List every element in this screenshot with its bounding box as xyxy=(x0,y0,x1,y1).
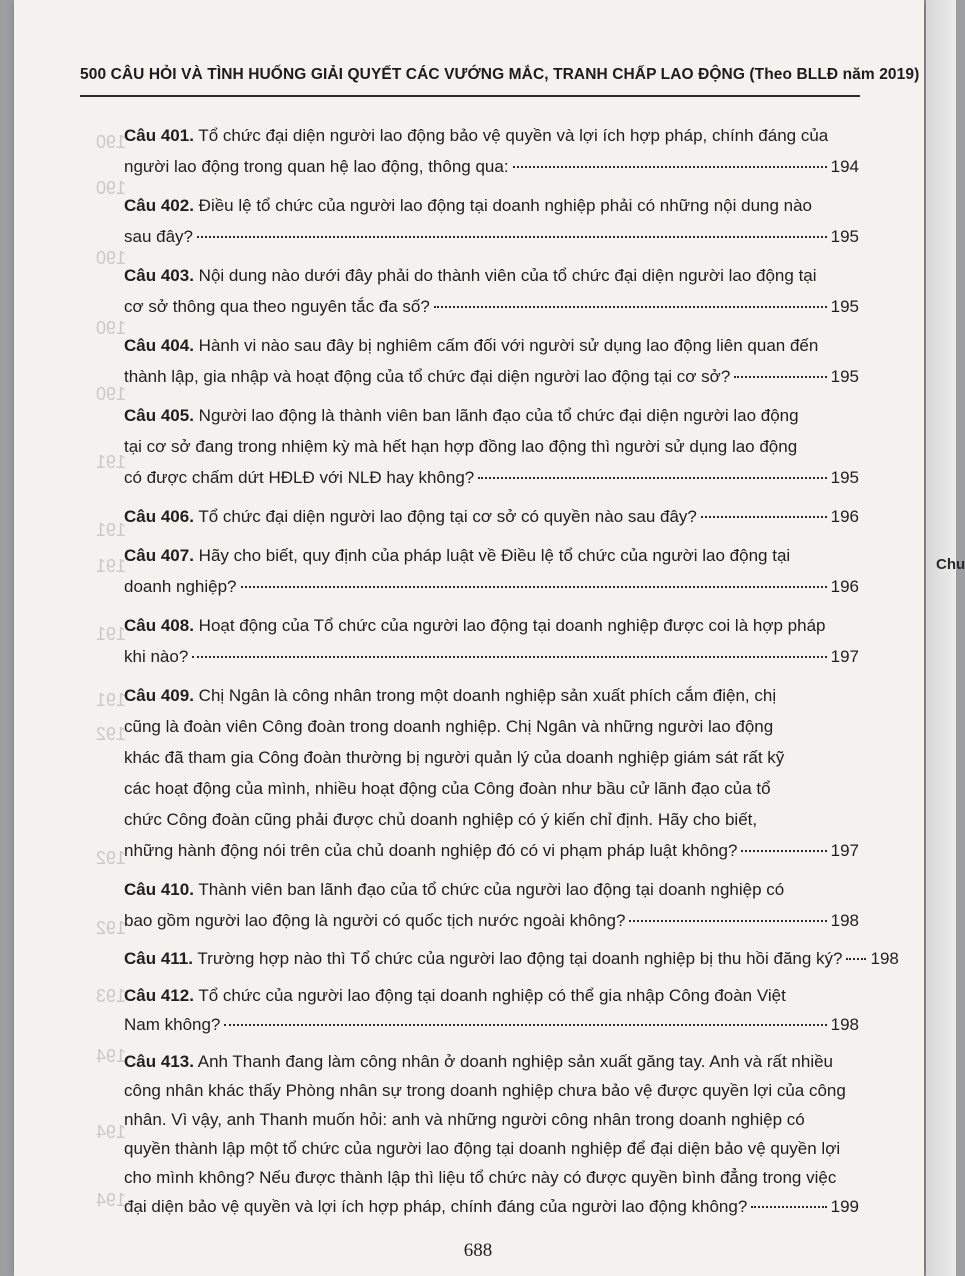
entry-line xyxy=(124,1163,859,1192)
question-label: Câu 412. xyxy=(124,986,194,1005)
entry-last-line xyxy=(124,501,859,532)
entry-last-line xyxy=(124,571,859,602)
entry-page-number: 195 xyxy=(830,297,859,316)
entry-last-line xyxy=(124,462,859,493)
entry-last-text: bao gồm người lao động là người có quốc tịch nước ngoài không? xyxy=(124,911,626,930)
entry-page-number: 196 xyxy=(830,577,859,596)
entry-last-line xyxy=(124,151,859,182)
entry-line xyxy=(124,540,859,571)
toc-entry xyxy=(124,944,899,973)
bleed-through-text: 191 xyxy=(96,690,127,710)
entry-line xyxy=(124,981,859,1010)
entry-line xyxy=(124,773,859,804)
entry-text xyxy=(124,905,625,936)
dot-leader xyxy=(741,850,826,852)
entry-text xyxy=(124,151,509,182)
entry-page-number: 195 xyxy=(830,227,859,246)
bleed-through-text: 192 xyxy=(96,724,127,744)
question-label: Câu 407. xyxy=(124,546,194,565)
entry-last-line xyxy=(124,291,859,322)
entry-text: Tổ chức của người lao động tại doanh nghiệp có thể gia nhập Công đoàn Việt xyxy=(198,986,786,1005)
question-label: Câu 402. xyxy=(124,196,194,215)
entry-text: Anh Thanh đang làm công nhân ở doanh nghiệp sản xuất găng tay. Anh và rất nhiều xyxy=(197,1052,834,1071)
dot-leader xyxy=(224,1024,826,1026)
entry-line xyxy=(124,400,859,431)
toc-entry xyxy=(124,501,859,532)
entry-line xyxy=(124,190,859,221)
bleed-through-text: 194 xyxy=(96,1046,127,1066)
entry-last-text: thành lập, gia nhập và hoạt động của tổ chức đại diện người lao động tại cơ sở? xyxy=(124,367,731,386)
entry-text xyxy=(124,221,193,252)
entry-line xyxy=(124,874,859,905)
entry-page-number: 195 xyxy=(830,468,859,487)
entry-last-line xyxy=(124,221,859,252)
entry-last-line xyxy=(124,905,859,936)
entry-page-number: 194 xyxy=(830,157,859,176)
entry-line xyxy=(124,120,859,151)
toc-entry xyxy=(124,330,859,392)
entry-text: chức Công đoàn cũng phải được chủ doanh nghiệp có ý kiến chỉ định. Hãy cho biết, xyxy=(124,810,758,829)
dot-leader xyxy=(513,166,827,168)
entry-line xyxy=(124,804,859,835)
entry-last-line xyxy=(124,641,859,672)
entry-last-text: người lao động trong quan hệ lao động, thông qua: xyxy=(124,157,509,176)
dot-leader xyxy=(241,586,827,588)
entry-last-text: doanh nghiệp? xyxy=(124,577,237,596)
entry-text xyxy=(124,1010,220,1039)
entry-page-number: 199 xyxy=(830,1197,859,1216)
entry-last-text: Trường hợp nào thì Tổ chức của người lao động tại doanh nghiệp bị thu hồi đăng ký? xyxy=(197,949,843,968)
entry-line xyxy=(124,680,859,711)
dot-leader xyxy=(751,1206,826,1208)
entry-last-text: đại diện bảo vệ quyền và lợi ích hợp pháp, chính đáng của người lao động không? xyxy=(124,1197,748,1216)
entry-last-text: cơ sở thông qua theo nguyên tắc đa số? xyxy=(124,297,430,316)
next-page-edge-text: Chu xyxy=(936,556,965,573)
entry-line xyxy=(124,711,859,742)
entry-text xyxy=(124,835,737,866)
question-label: Câu 403. xyxy=(124,266,194,285)
entry-last-text: Nam không? xyxy=(124,1015,221,1034)
entry-text: tại cơ sở đang trong nhiệm kỳ mà hết hạn hợp đồng lao động thì người sử dụng lao động xyxy=(124,437,798,456)
entry-line xyxy=(124,260,859,291)
entry-page-number: 198 xyxy=(870,949,899,968)
entry-last-text: sau đây? xyxy=(124,227,193,246)
entry-text xyxy=(124,571,237,602)
entry-page-number: 198 xyxy=(830,1015,859,1034)
entry-text: Hành vi nào sau đây bị nghiêm cấm đối với người sử dụng lao động liên quan đến xyxy=(198,336,819,355)
dot-leader xyxy=(734,376,826,378)
entry-page-number: 196 xyxy=(830,507,859,526)
entry-line xyxy=(124,1047,859,1076)
entry-text: các hoạt động của mình, nhiều hoạt động của Công đoàn như bầu cử lãnh đạo của tổ xyxy=(124,779,771,798)
next-page-edge xyxy=(926,0,956,1276)
toc-entries xyxy=(124,120,899,1229)
toc-entry xyxy=(124,400,859,493)
entry-text: Người lao động là thành viên ban lãnh đạo của tổ chức đại diện người lao động xyxy=(198,406,799,425)
entry-text: Điều lệ tổ chức của người lao động tại doanh nghiệp phải có những nội dung nào xyxy=(198,196,813,215)
toc-entry xyxy=(124,1047,859,1221)
entry-text xyxy=(124,1192,747,1221)
bleed-through-text: 191 xyxy=(96,520,127,540)
entry-text: Chị Ngân là công nhân trong một doanh nghiệp sản xuất phích cắm điện, chị xyxy=(198,686,777,705)
dot-leader xyxy=(846,958,866,960)
entry-line xyxy=(124,431,859,462)
question-label: Câu 413. xyxy=(124,1052,194,1071)
bleed-through-text: 194 xyxy=(96,1122,127,1142)
toc-entry xyxy=(124,610,859,672)
entry-last-text: Tổ chức đại diện người lao động tại cơ sở có quyền nào sau đây? xyxy=(198,507,697,526)
entry-last-line xyxy=(124,1192,859,1221)
question-label: Câu 408. xyxy=(124,616,194,635)
bleed-through-text: 191 xyxy=(96,624,127,644)
bleed-through-text: 192 xyxy=(96,848,127,868)
entry-text xyxy=(124,501,697,532)
dot-leader xyxy=(478,477,826,479)
entry-text: Hãy cho biết, quy định của pháp luật về Điều lệ tổ chức của người lao động tại xyxy=(198,546,791,565)
dot-leader xyxy=(197,236,827,238)
entry-last-line xyxy=(124,361,859,392)
bleed-through-text: 190 xyxy=(96,248,127,268)
entry-text xyxy=(124,641,188,672)
entry-page-number: 197 xyxy=(830,841,859,860)
toc-entry xyxy=(124,874,859,936)
bleed-through-text: 194 xyxy=(96,1190,127,1210)
entry-line xyxy=(124,1134,859,1163)
bleed-through-text: 192 xyxy=(96,918,127,938)
question-label: Câu 401. xyxy=(124,126,194,145)
entry-text xyxy=(124,944,842,973)
entry-last-text: khi nào? xyxy=(124,647,189,666)
bleed-through-text: 193 xyxy=(96,986,127,1006)
entry-last-text: những hành động nói trên của chủ doanh nghiệp đó có vi phạm pháp luật không? xyxy=(124,841,738,860)
dot-leader xyxy=(192,656,826,658)
toc-entry xyxy=(124,260,859,322)
page-number: 688 xyxy=(463,1240,493,1261)
entry-last-text: có được chấm dứt HĐLĐ với NLĐ hay không? xyxy=(124,468,475,487)
question-label: Câu 404. xyxy=(124,336,194,355)
entry-text: Thành viên ban lãnh đạo của tổ chức của người lao động tại doanh nghiệp có xyxy=(198,880,785,899)
bleed-through-text: 190 xyxy=(96,384,127,404)
bleed-through-text: 190 xyxy=(96,132,127,152)
bleed-through-text: 191 xyxy=(96,452,127,472)
entry-line xyxy=(124,1105,859,1134)
entry-text: Hoạt động của Tổ chức của người lao động tại doanh nghiệp được coi là hợp pháp xyxy=(198,616,826,635)
question-label: Câu 410. xyxy=(124,880,194,899)
question-label: Câu 411. xyxy=(124,949,193,968)
toc-entry xyxy=(124,680,859,866)
entry-line xyxy=(124,610,859,641)
entry-text xyxy=(124,291,430,322)
entry-page-number: 197 xyxy=(830,647,859,666)
entry-page-number: 198 xyxy=(830,911,859,930)
question-label: Câu 406. xyxy=(124,507,194,526)
entry-text: quyền thành lập một tổ chức của người lao động tại doanh nghiệp để đại diện bảo vệ quyền lợi xyxy=(124,1139,841,1158)
entry-text xyxy=(124,361,730,392)
entry-line xyxy=(124,1076,859,1105)
running-header: 500 CÂU HỎI VÀ TÌNH HUỐNG GIẢI QUYẾT CÁC VƯỚNG MẮC, TRANH CHẤP LAO ĐỘNG (Theo BLLĐ năm 2019) xyxy=(80,66,920,83)
entry-page-number: 195 xyxy=(830,367,859,386)
question-label: Câu 405. xyxy=(124,406,194,425)
toc-entry xyxy=(124,540,859,602)
entry-last-line xyxy=(124,835,859,866)
header-rule xyxy=(80,95,860,97)
entry-last-line xyxy=(124,1010,859,1039)
toc-entry xyxy=(124,981,859,1039)
bleed-through-text: 190 xyxy=(96,318,127,338)
entry-line xyxy=(124,330,859,361)
entry-text: cũng là đoàn viên Công đoàn trong doanh nghiệp. Chị Ngân và những người lao động xyxy=(124,717,774,736)
entry-text: Nội dung nào dưới đây phải do thành viên của tổ chức đại diện người lao động tại xyxy=(198,266,817,285)
entry-text: công nhân khác thấy Phòng nhân sự trong doanh nghiệp chưa bảo vệ được quyền lợi của công xyxy=(124,1081,846,1100)
bleed-through-text: 190 xyxy=(96,178,127,198)
dot-leader xyxy=(434,306,827,308)
toc-entry xyxy=(124,190,859,252)
toc-entry xyxy=(124,120,859,182)
entry-last-line xyxy=(124,944,899,973)
entry-text: Tổ chức đại diện người lao động bảo vệ quyền và lợi ích hợp pháp, chính đáng của xyxy=(198,126,829,145)
dot-leader xyxy=(629,920,826,922)
entry-text: nhân. Vì vậy, anh Thanh muốn hỏi: anh và những người công nhân trong doanh nghiệp có xyxy=(124,1110,805,1129)
entry-text xyxy=(124,462,474,493)
question-label: Câu 409. xyxy=(124,686,194,705)
entry-text: khác đã tham gia Công đoàn thường bị người quản lý của doanh nghiệp giám sát rất kỹ xyxy=(124,748,785,767)
entry-line xyxy=(124,742,859,773)
dot-leader xyxy=(701,516,827,518)
bleed-through-text: 191 xyxy=(96,556,127,576)
entry-text: cho mình không? Nếu được thành lập thì liệu tổ chức này có được quyền bình đẳng trong việc xyxy=(124,1168,837,1187)
